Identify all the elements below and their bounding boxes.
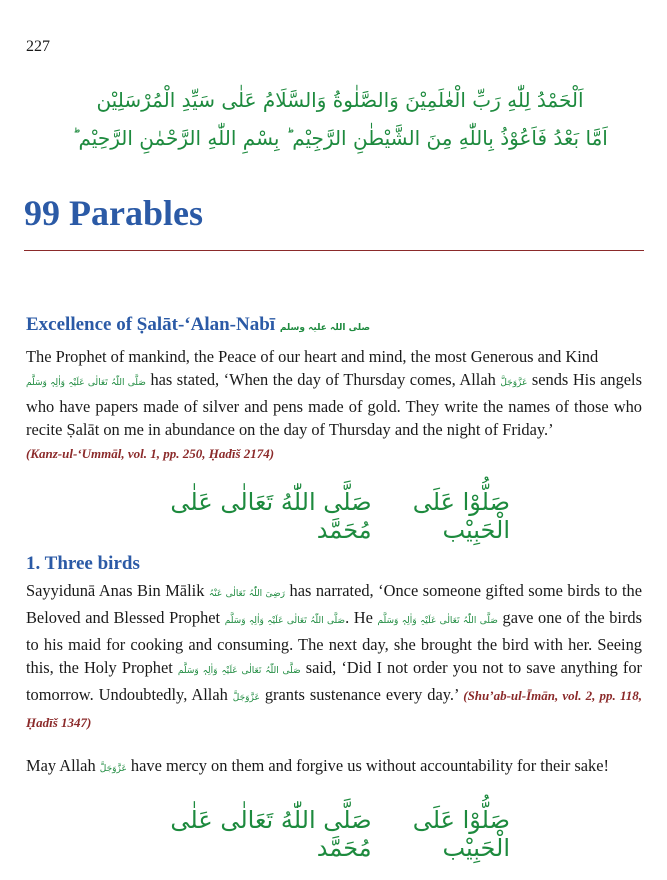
text-segment: The Prophet of mankind, the Peace of our heart and mind, the most Generous and Kind bbox=[26, 347, 599, 366]
honorific-glyph: صَلَّی اللّٰہُ تَعَالٰی عَلَیْہِ وَاٰلِہٖ وَسَلَّم bbox=[377, 616, 498, 626]
salat-phrase-row bbox=[160, 806, 510, 862]
text-segment: has stated, ‘When the day of Thursday comes, Allah bbox=[145, 370, 501, 389]
honorific-glyph: صَلَّی اللّٰہُ تَعَالٰی عَلَیْہِ وَاٰلِہٖ وَسَلَّم bbox=[177, 666, 301, 676]
section-heading-three-birds: 1. Three birds bbox=[26, 553, 140, 574]
salat-phrase-left: صَلَّی اللّٰهُ تَعَالٰی عَلٰی مُحَمَّد bbox=[170, 488, 372, 544]
salat-phrase-left: صَلَّی اللّٰهُ تَعَالٰی عَلٰی مُحَمَّد bbox=[170, 806, 372, 862]
text-segment: has narrated, ‘Once someone gifted some birds to the Beloved and Blessed Prophet bbox=[26, 581, 643, 627]
salat-phrase-right: صَلُّوْا عَلَی الْحَبِیْب bbox=[412, 488, 510, 544]
section-heading-text: Excellence of Ṣalāt-‘Alan-Nabī bbox=[26, 314, 276, 335]
honorific-glyph: عَزَّوَجَلَّ bbox=[99, 764, 127, 774]
text-segment: gave one of the birds to his maid for cooking and consuming. The next day, she brought the bird with her. Seeing this, the Holy Prophet bbox=[26, 608, 642, 677]
text-segment: Sayyidunā Anas Bin Mālik bbox=[26, 581, 209, 600]
honorific-glyph: عَزَّوَجَلَّ bbox=[232, 693, 260, 703]
section-heading-excellence bbox=[26, 314, 370, 336]
salat-phrase-right: صَلُّوْا عَلَی الْحَبِیْب bbox=[412, 806, 510, 862]
honorific-glyph: صلی اللہ علیہ وسلم bbox=[279, 323, 371, 333]
arabic-praise-line: اَلْحَمْدُ لِلّٰهِ رَبِّ الْعٰلَمِیْنَ وَالصَّلٰوةُ وَالسَّلَامُ عَلٰی سَیِّدِ الْمُرْسَلِیْن bbox=[96, 88, 584, 112]
text-segment: said, ‘Did I not order you not to save anything for tomorrow. Undoubtedly, Allah bbox=[26, 658, 642, 704]
title-divider bbox=[24, 250, 644, 251]
text-segment: sends His angels who have papers made of silver and pens made of gold. They write the names of those who recite Ṣalāt on me in abundance on the day of Thursday and the night of Friday.’ bbox=[26, 370, 642, 439]
three-birds-paragraph bbox=[26, 579, 642, 734]
honorific-glyph: صَلَّی اللّٰہُ تَعَالٰی عَلَیْہِ وَاٰلِہٖ وَسَلَّم bbox=[26, 378, 146, 388]
hadith-reference: (Kanz-ul-‘Ummāl, vol. 1, pp. 250, Ḥadīš 2174) bbox=[26, 446, 275, 461]
arabic-bismillah-line: اَمَّا بَعْدُ فَاَعُوْذُ بِاللّٰهِ مِنَ الشَّیْطٰنِ الرَّجِیْم ؕ بِسْمِ اللّٰهِ الرَّحْمٰنِ الرَّحِیْم ؕ bbox=[72, 126, 608, 150]
page-title: 99 Parables bbox=[24, 193, 203, 233]
honorific-glyph: صَلَّی اللّٰہُ تَعَالٰی عَلَیْہِ وَاٰلِہٖ وَسَلَّم bbox=[224, 616, 346, 626]
honorific-glyph: رَضِیَ اللّٰہُ تَعَالٰی عَنْہُ bbox=[208, 589, 285, 599]
text-segment: grants sustenance every day.’ bbox=[259, 685, 464, 704]
text-segment: . He bbox=[345, 608, 378, 627]
salat-phrase-row bbox=[160, 488, 510, 544]
hadith-reference: (Shu’ab-ul-Īmān, vol. 2, pp. 118, Ḥadīš 1347) bbox=[26, 688, 642, 730]
text-segment: have mercy on them and forgive us without accountability for their sake! bbox=[126, 756, 609, 775]
page-number: 227 bbox=[26, 38, 50, 55]
excellence-paragraph bbox=[26, 345, 642, 465]
honorific-glyph: عَزَّوَجَلَّ bbox=[500, 378, 528, 388]
closing-paragraph bbox=[26, 754, 642, 781]
text-segment: May Allah bbox=[26, 756, 100, 775]
